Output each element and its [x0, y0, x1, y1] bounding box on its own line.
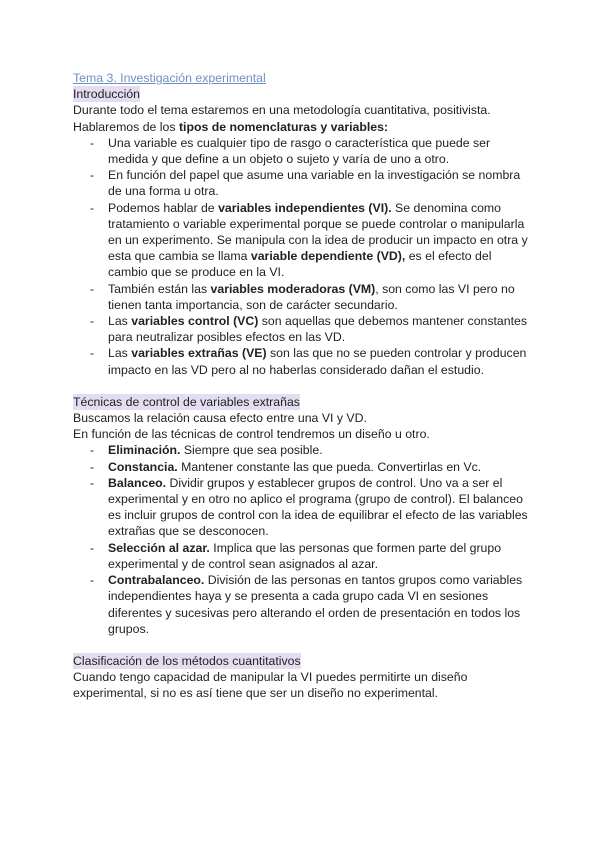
paragraph: Cuando tengo capacidad de manipular la VI puedes permitirte un diseño experimental, si no es así tiene que ser un diseño no experimental. — [73, 670, 468, 701]
text-run: División de las personas en tantos grupos como variables independientes haya y se presenta a cada grupo cada VI en sesiones diferentes y sucesivas pero alterando el orden de presentación en todos los grupos. — [108, 573, 523, 636]
section — [73, 86, 533, 378]
text-run: Hablaremos de los — [73, 119, 179, 134]
list-item — [73, 475, 533, 540]
text-run: También están las — [108, 281, 211, 296]
text-run: Siempre que sea posible. — [180, 443, 323, 458]
list-item — [73, 200, 533, 281]
list-item — [73, 540, 533, 572]
list-item — [73, 167, 533, 199]
paragraph: En función de las técnicas de control tendremos un diseño u otro. — [73, 427, 430, 442]
document-body — [73, 70, 533, 702]
section-gap — [73, 378, 533, 394]
text-run: Mantener constante las que pueda. Convertirlas en Vc. — [177, 459, 482, 474]
list-item — [73, 459, 533, 475]
section — [73, 653, 533, 702]
list-item — [73, 572, 533, 637]
bold-term: Balanceo. — [108, 475, 167, 490]
text-run: Implica que las personas que formen parte del grupo experimental y de control sean asignados al azar. — [108, 540, 502, 571]
list-item — [73, 313, 533, 345]
text-run: Se denomina como tratamiento o variable experimental porque se puede controlar o manipularla en un experimento. Se manipula con la idea de producir un impacto en otra y esta que cambia se llama — [108, 200, 528, 264]
text-run: son las que no se pueden controlar y producen impacto en las VD pero al no haberlas considerado dañan el estudio. — [108, 346, 527, 377]
section — [73, 394, 533, 637]
list-item — [73, 345, 533, 377]
text-run: Podemos hablar de — [108, 200, 219, 215]
bold-term: Selección al azar. — [108, 540, 210, 555]
bold-term: variables independientes (VI). — [218, 200, 392, 215]
sections-container — [73, 86, 533, 701]
text-run: Una variable es cualquier tipo de rasgo o característica que puede ser medida y que define a un objeto o sujeto y varía de uno a otro. — [108, 135, 491, 167]
section-heading: Clasificación de los métodos cuantitativos — [73, 653, 301, 668]
text-run: es el efecto del cambio que se produce en la VI. — [108, 249, 492, 280]
document-title: Tema 3. Investigación experimental — [73, 71, 266, 85]
bold-term: variables control (VC) — [131, 314, 259, 329]
bold-term: Eliminación. — [108, 443, 181, 458]
bold-term: Contrabalanceo. — [108, 573, 205, 588]
paragraph: Buscamos la relación causa efecto entre una VI y VD. — [73, 411, 367, 426]
bold-term: Constancia. — [108, 459, 178, 474]
text-run: son aquellas que debemos mantener constantes para neutralizar posibles efectos en las VD. — [108, 314, 528, 345]
section-heading: Introducción — [73, 87, 140, 102]
bullet-list — [73, 442, 533, 636]
list-item — [73, 281, 533, 313]
list-item — [73, 442, 533, 458]
bold-term: variables extrañas (VE) — [131, 346, 267, 361]
paragraph: Durante todo el tema estaremos en una metodología cuantitativa, positivista. — [73, 103, 491, 118]
text-run: Dividir grupos y establecer grupos de control. Uno va a ser el experimental y en otro no aplico el programa (grupo de control). El balanceo es incluir grupos de control con la idea de equilibrar el efecto de las variables extrañas que se desconocen. — [108, 475, 528, 539]
text-run: Las — [108, 314, 132, 329]
bold-term: variable dependiente (VD), — [250, 249, 406, 264]
list-item — [73, 135, 533, 167]
text-run: , son como las VI pero no tienen tanta importancia, son de carácter secundario. — [108, 281, 515, 312]
bold-term: tipos de nomenclaturas y variables: — [178, 119, 389, 134]
bold-term: variables moderadoras (VM) — [210, 281, 376, 296]
bullet-list — [73, 135, 533, 378]
section-gap — [73, 637, 533, 653]
text-run: Las — [108, 346, 132, 361]
text-run: En función del papel que asume una variable en la investigación se nombra de una forma u otra. — [108, 168, 521, 199]
section-heading: Técnicas de control de variables extrañas — [73, 394, 300, 409]
paragraph — [73, 119, 533, 135]
